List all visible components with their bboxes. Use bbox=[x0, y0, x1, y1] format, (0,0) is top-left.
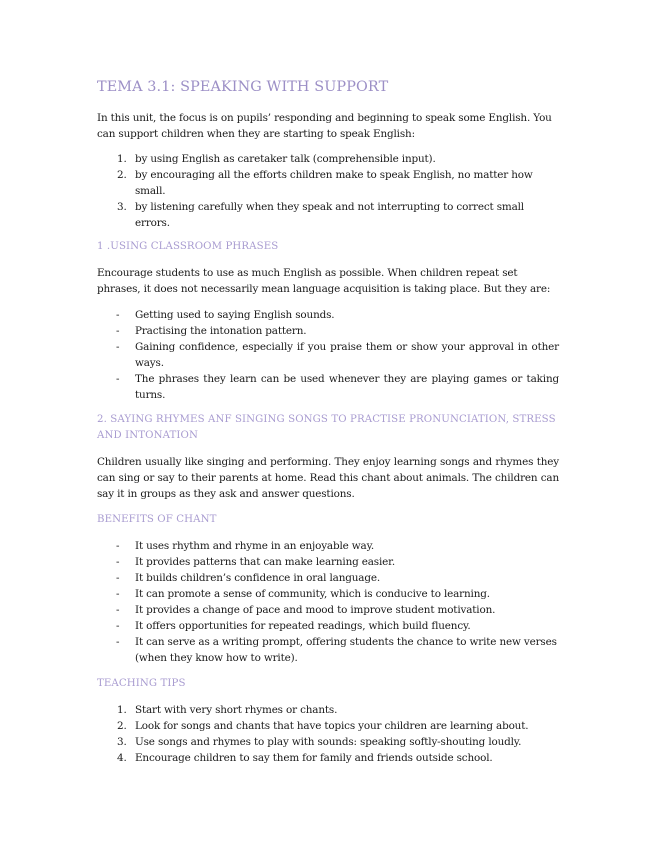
list-item bbox=[97, 750, 559, 766]
list-item bbox=[97, 339, 559, 371]
list-item bbox=[97, 734, 559, 750]
list-marker: - bbox=[116, 556, 120, 568]
list-marker: - bbox=[116, 572, 120, 584]
list-item bbox=[97, 371, 559, 403]
support-list bbox=[97, 151, 559, 231]
section-heading-rhymes-songs: 2. SAYING RHYMES ANF SINGING SONGS TO PRACTISE PRONUNCIATION, STRESS AND INTONATION bbox=[97, 414, 556, 441]
list-marker: 1. bbox=[117, 153, 127, 165]
list-marker: - bbox=[116, 309, 120, 321]
list-item-text: It uses rhythm and rhyme in an enjoyable way. bbox=[135, 540, 375, 552]
list-item-text: It can serve as a writing prompt, offering students the chance to write new verses (when they know how to write). bbox=[135, 636, 557, 664]
rhymes-songs-paragraph: Children usually like singing and performing. They enjoy learning songs and rhymes they can sing or say to their parents at home. Read this chant about animals. The children can say it in groups as they ask and answer questions. bbox=[97, 456, 559, 500]
list-item bbox=[97, 718, 559, 734]
classroom-phrases-paragraph: Encourage students to use as much English as possible. When children repeat set phrases, it does not necessarily mean language acquisition is taking place. But they are: bbox=[97, 267, 551, 295]
list-marker: 3. bbox=[117, 201, 127, 213]
list-item-text: It provides patterns that can make learning easier. bbox=[135, 556, 395, 568]
list-marker: 3. bbox=[117, 736, 127, 748]
list-marker: - bbox=[116, 604, 120, 616]
list-item bbox=[97, 618, 559, 634]
list-item bbox=[97, 167, 559, 199]
list-marker: - bbox=[116, 588, 120, 600]
list-item-text: It offers opportunities for repeated readings, which build fluency. bbox=[135, 620, 471, 632]
list-item-text: It can promote a sense of community, which is conducive to learning. bbox=[135, 588, 490, 600]
list-item bbox=[97, 634, 559, 666]
list-marker: - bbox=[116, 540, 120, 552]
list-marker: 4. bbox=[117, 752, 127, 764]
list-item-text: by encouraging all the efforts children make to speak English, no matter how small. bbox=[135, 169, 533, 197]
list-item-text: Encourage children to say them for family and friends outside school. bbox=[135, 752, 493, 764]
list-item bbox=[97, 554, 559, 570]
list-item-text: Gaining confidence, especially if you praise them or show your approval in other ways. bbox=[135, 341, 559, 369]
list-item-text: It provides a change of pace and mood to improve student motivation. bbox=[135, 604, 496, 616]
intro-paragraph: In this unit, the focus is on pupils’ responding and beginning to speak some English. You can support children when they are starting to speak English: bbox=[97, 112, 552, 140]
list-marker: 2. bbox=[117, 169, 127, 181]
list-marker: - bbox=[116, 341, 120, 353]
list-item bbox=[97, 199, 559, 231]
list-item-text: Look for songs and chants that have topics your children are learning about. bbox=[135, 720, 529, 732]
teaching-tips-list bbox=[97, 702, 559, 766]
list-marker: - bbox=[116, 373, 120, 385]
list-item-text: Practising the intonation pattern. bbox=[135, 325, 307, 337]
section-heading-classroom-phrases: 1 .USING CLASSROOM PHRASES bbox=[97, 241, 279, 252]
list-item bbox=[97, 323, 559, 339]
list-item-text: Start with very short rhymes or chants. bbox=[135, 704, 338, 716]
list-item bbox=[97, 307, 559, 323]
list-item-text: It builds children’s confidence in oral language. bbox=[135, 572, 380, 584]
list-item-text: Use songs and rhymes to play with sounds: speaking softly-shouting loudly. bbox=[135, 736, 522, 748]
list-item bbox=[97, 586, 559, 602]
benefits-list bbox=[97, 538, 559, 666]
page-title: TEMA 3.1: SPEAKING WITH SUPPORT bbox=[97, 79, 389, 95]
section-heading-teaching-tips: TEACHING TIPS bbox=[97, 678, 186, 689]
classroom-phrases-list bbox=[97, 307, 559, 403]
list-marker: - bbox=[116, 325, 120, 337]
section-heading-benefits: BENEFITS OF CHANT bbox=[97, 514, 217, 525]
list-item-text: by listening carefully when they speak and not interrupting to correct small errors. bbox=[135, 201, 524, 229]
document-content bbox=[97, 78, 559, 766]
list-item-text: by using English as caretaker talk (comprehensible input). bbox=[135, 153, 436, 165]
list-item bbox=[97, 538, 559, 554]
list-marker: 1. bbox=[117, 704, 127, 716]
list-item bbox=[97, 702, 559, 718]
list-marker: - bbox=[116, 636, 120, 648]
list-item-text: Getting used to saying English sounds. bbox=[135, 309, 335, 321]
list-marker: - bbox=[116, 620, 120, 632]
list-item bbox=[97, 151, 559, 167]
list-item bbox=[97, 570, 559, 586]
list-item-text: The phrases they learn can be used whenever they are playing games or taking turns. bbox=[135, 373, 559, 401]
list-item bbox=[97, 602, 559, 618]
list-marker: 2. bbox=[117, 720, 127, 732]
